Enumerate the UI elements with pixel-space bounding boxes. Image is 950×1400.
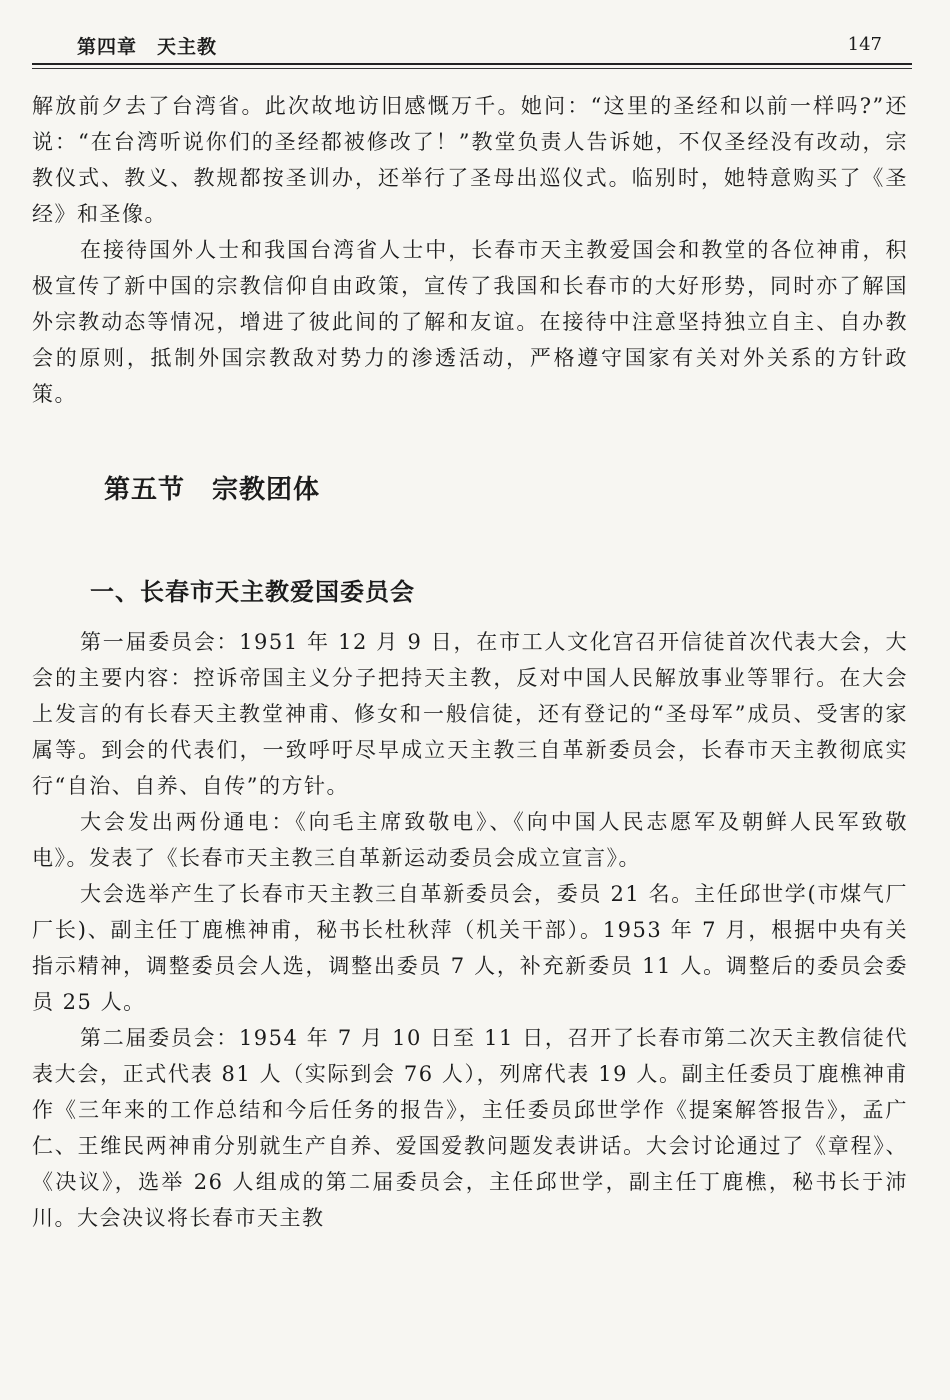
paragraph: 第一届委员会：1951 年 12 月 9 日，在市工人文化宫召开信徒首次代表大会，大会的主要内容：控诉帝国主义分子把持天主教，反对中国人民解放事业等罪行。在大会上发言的有长春天主教堂神甫、修女和一般信徒，还有登记的“圣母军”成员、受害的家属等。到会的代表们，一致呼吁尽早成立天主教三自革新委员会，长春市天主教彻底实行“自治、自养、自传”的方针。 (32, 630, 908, 798)
paragraph: 解放前夕去了台湾省。此次故地访旧感慨万千。她问：“这里的圣经和以前一样吗?”还说：“在台湾听说你们的圣经都被修改了！”教堂负责人告诉她，不仅圣经没有改动，宗教仪式、教义、教规都按圣训办，还举行了圣母出巡仪式。临别时，她特意购买了《圣经》和圣像。 (32, 94, 908, 226)
page-number: 147 (847, 34, 882, 55)
page-body (32, 88, 908, 1236)
header-rule-thick (32, 63, 912, 65)
paragraph: 大会发出两份通电：《向毛主席致敬电》、《向中国人民志愿军及朝鲜人民军致敬电》。发表了《长春市天主教三自革新运动委员会成立宣言》。 (32, 810, 908, 870)
header-rule-thin (32, 68, 912, 69)
spacer (32, 510, 908, 572)
spacer (32, 412, 908, 470)
subsection-title: 一、长春市天主教爱国委员会 (90, 578, 415, 606)
chapter-title: 第四章 天主教 (77, 36, 218, 58)
running-header (32, 28, 910, 58)
paragraph: 第二届委员会：1954 年 7 月 10 日至 11 日，召开了长春市第二次天主教信徒代表大会，正式代表 81 人（实际到会 76 人），列席代表 19 人。副主任委员丁鹿樵神甫作《三年来的工作总结和今后任务的报告》，主任委员邱世学作《提案解答报告》，孟广仁、王维民两神甫分别就生产自养、爱国爱教问题发表讲话。大会讨论通过了《章程》、《决议》，选举 26 人组成的第二届委员会，主任邱世学，副主任丁鹿樵，秘书长于沛川。大会决议将长春市天主教 (32, 1026, 908, 1230)
paragraph: 在接待国外人士和我国台湾省人士中，长春市天主教爱国会和教堂的各位神甫，积极宣传了新中国的宗教信仰自由政策，宣传了我国和长春市的大好形势，同时亦了解国外宗教动态等情况，增进了彼此间的了解和友谊。在接待中注意坚持独立自主、自办教会的原则，抵制外国宗教敌对势力的渗透活动，严格遵守国家有关对外关系的方针政策。 (32, 238, 908, 406)
paragraph: 大会选举产生了长春市天主教三自革新委员会，委员 21 名。主任邱世学(市煤气厂厂长)、副主任丁鹿樵神甫，秘书长杜秋萍（机关干部）。1953 年 7 月，根据中央有关指示精神，调整委员会人选，调整出委员 7 人，补充新委员 11 人。调整后的委员会委员 25 人。 (32, 882, 908, 1014)
section-title: 第五节 宗教团体 (104, 475, 321, 505)
